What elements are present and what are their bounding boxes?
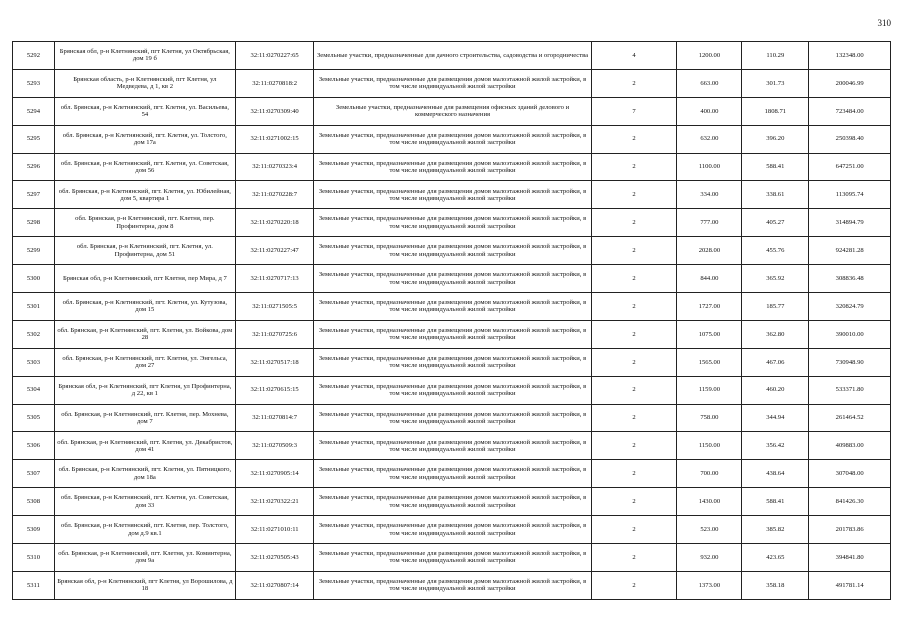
- cadastral-number-cell: 32:11:0270322:21: [235, 488, 313, 516]
- group-cell: 4: [591, 42, 677, 70]
- area-cell: 844.00: [677, 265, 742, 293]
- cadastral-number-cell: 32:11:0270228:7: [235, 181, 313, 209]
- row-number-cell: 5307: [13, 460, 55, 488]
- table-row: [13, 488, 891, 516]
- cadastral-number-cell: 32:11:0270505:43: [235, 544, 313, 572]
- area-cell: 334.00: [677, 181, 742, 209]
- table-row: [13, 516, 891, 544]
- group-cell: 2: [591, 544, 677, 572]
- area-cell: 1150.00: [677, 432, 742, 460]
- address-cell: обл. Брянская, р-н Клетнянский, пгт. Клетня, пер. Мохнева, дом 7: [54, 404, 235, 432]
- specific-value-cell: 455.76: [742, 237, 809, 265]
- table-row: [13, 209, 891, 237]
- row-number-cell: 5298: [13, 209, 55, 237]
- area-cell: 2028.00: [677, 237, 742, 265]
- land-use-cell: Земельные участки, предназначенные для размещения домов малоэтажной жилой застройки, в том числе индивидуальной жилой застройки: [314, 153, 591, 181]
- land-use-cell: Земельные участки, предназначенные для размещения домов малоэтажной жилой застройки, в том числе индивидуальной жилой застройки: [314, 544, 591, 572]
- specific-value-cell: 358.18: [742, 571, 809, 599]
- land-use-cell: Земельные участки, предназначенные для размещения домов малоэтажной жилой застройки, в том числе индивидуальной жилой застройки: [314, 69, 591, 97]
- specific-value-cell: 365.92: [742, 265, 809, 293]
- address-cell: обл. Брянская, р-н Клетнянский, пгт. Клетня, ул. Советская, дом 33: [54, 488, 235, 516]
- land-use-cell: Земельные участки, предназначенные для размещения домов малоэтажной жилой застройки, в том числе индивидуальной жилой застройки: [314, 237, 591, 265]
- specific-value-cell: 110.29: [742, 42, 809, 70]
- area-cell: 777.00: [677, 209, 742, 237]
- specific-value-cell: 588.41: [742, 488, 809, 516]
- table-row: [13, 544, 891, 572]
- address-cell: обл. Брянская, р-н Клетнянский, пгт. Клетня, ул. Пятницкого, дом 18а: [54, 460, 235, 488]
- specific-value-cell: 396.20: [742, 125, 809, 153]
- address-cell: обл. Брянская, р-н Клетнянский, пгт. Клетня, ул. Васильева, 54: [54, 97, 235, 125]
- area-cell: 663.00: [677, 69, 742, 97]
- group-cell: 2: [591, 153, 677, 181]
- group-cell: 2: [591, 320, 677, 348]
- row-number-cell: 5293: [13, 69, 55, 97]
- land-use-cell: Земельные участки, предназначенные для размещения офисных зданий делового и коммерческого назначения: [314, 97, 591, 125]
- cadastral-number-cell: 32:11:0271010:11: [235, 516, 313, 544]
- cadastral-number-cell: 32:11:0270807:14: [235, 571, 313, 599]
- table-row: [13, 153, 891, 181]
- address-cell: Брянская обл, р-н Клетнянский, пгт Клетня, ул Профинтерна, д 22, кв 1: [54, 376, 235, 404]
- specific-value-cell: 301.73: [742, 69, 809, 97]
- land-use-cell: Земельные участки, предназначенные для размещения домов малоэтажной жилой застройки, в том числе индивидуальной жилой застройки: [314, 488, 591, 516]
- cadastral-value-cell: 320824.79: [809, 293, 891, 321]
- table-row: [13, 97, 891, 125]
- land-use-cell: Земельные участки, предназначенные для размещения домов малоэтажной жилой застройки, в том числе индивидуальной жилой застройки: [314, 404, 591, 432]
- table-row: [13, 571, 891, 599]
- address-cell: обл. Брянская, р-н Клетнянский, пгт. Клетня, ул. Толстого, дом 17а: [54, 125, 235, 153]
- row-number-cell: 5304: [13, 376, 55, 404]
- cadastral-number-cell: 32:11:0270717:13: [235, 265, 313, 293]
- specific-value-cell: 344.94: [742, 404, 809, 432]
- table-row: [13, 293, 891, 321]
- row-number-cell: 5303: [13, 348, 55, 376]
- row-number-cell: 5302: [13, 320, 55, 348]
- specific-value-cell: 423.65: [742, 544, 809, 572]
- land-parcel-table: [12, 41, 891, 600]
- area-cell: 1075.00: [677, 320, 742, 348]
- row-number-cell: 5309: [13, 516, 55, 544]
- address-cell: обл. Брянская, р-н Клетнянский, пгт. Клетня, ул. Кутузова, дом 15: [54, 293, 235, 321]
- table-row: [13, 42, 891, 70]
- area-cell: 758.00: [677, 404, 742, 432]
- cadastral-value-cell: 200046.99: [809, 69, 891, 97]
- address-cell: обл. Брянская, р-н Клетнянский, пгт. Клетня, ул. Юбилейная, дом 5, квартира 1: [54, 181, 235, 209]
- table-row: [13, 376, 891, 404]
- cadastral-number-cell: 32:11:0271505:5: [235, 293, 313, 321]
- cadastral-value-cell: 723484.00: [809, 97, 891, 125]
- table-row: [13, 125, 891, 153]
- address-cell: Брянская область, р-н Клетнянский, пгт Клетня, ул Медведева, д 1, кв 2: [54, 69, 235, 97]
- group-cell: 2: [591, 181, 677, 209]
- area-cell: 1100.00: [677, 153, 742, 181]
- area-cell: 632.00: [677, 125, 742, 153]
- cadastral-value-cell: 533371.80: [809, 376, 891, 404]
- group-cell: 2: [591, 460, 677, 488]
- group-cell: 2: [591, 571, 677, 599]
- table-row: [13, 69, 891, 97]
- land-use-cell: Земельные участки, предназначенные для размещения домов малоэтажной жилой застройки, в том числе индивидуальной жилой застройки: [314, 125, 591, 153]
- specific-value-cell: 405.27: [742, 209, 809, 237]
- address-cell: обл. Брянская, р-н Клетнянский, пгт. Клетня, ул. Войкова, дом 28: [54, 320, 235, 348]
- land-use-cell: Земельные участки, предназначенные для размещения домов малоэтажной жилой застройки, в том числе индивидуальной жилой застройки: [314, 348, 591, 376]
- row-number-cell: 5292: [13, 42, 55, 70]
- cadastral-value-cell: 647251.00: [809, 153, 891, 181]
- area-cell: 1430.00: [677, 488, 742, 516]
- cadastral-value-cell: 132348.00: [809, 42, 891, 70]
- table-row: [13, 181, 891, 209]
- table-row: [13, 348, 891, 376]
- group-cell: 2: [591, 404, 677, 432]
- address-cell: обл. Брянская, р-н Клетнянский, пгт. Клетня, ул. Коминтерна, дом 9а: [54, 544, 235, 572]
- row-number-cell: 5296: [13, 153, 55, 181]
- group-cell: 2: [591, 265, 677, 293]
- group-cell: 2: [591, 432, 677, 460]
- cadastral-number-cell: 32:11:0270814:7: [235, 404, 313, 432]
- cadastral-number-cell: 32:11:0270725:6: [235, 320, 313, 348]
- table-row: [13, 237, 891, 265]
- row-number-cell: 5297: [13, 181, 55, 209]
- group-cell: 2: [591, 488, 677, 516]
- cadastral-value-cell: 261464.52: [809, 404, 891, 432]
- group-cell: 2: [591, 125, 677, 153]
- cadastral-value-cell: 491781.14: [809, 571, 891, 599]
- cadastral-value-cell: 201783.86: [809, 516, 891, 544]
- row-number-cell: 5294: [13, 97, 55, 125]
- row-number-cell: 5300: [13, 265, 55, 293]
- cadastral-number-cell: 32:11:0270220:18: [235, 209, 313, 237]
- area-cell: 523.00: [677, 516, 742, 544]
- row-number-cell: 5311: [13, 571, 55, 599]
- row-number-cell: 5310: [13, 544, 55, 572]
- land-use-cell: Земельные участки, предназначенные для размещения домов малоэтажной жилой застройки, в том числе индивидуальной жилой застройки: [314, 376, 591, 404]
- area-cell: 1200.00: [677, 42, 742, 70]
- cadastral-number-cell: 32:11:0270323:4: [235, 153, 313, 181]
- address-cell: Брянская обл, р-н Клетнянский, пгт Клетня, ул Ворошилова, д 18: [54, 571, 235, 599]
- row-number-cell: 5306: [13, 432, 55, 460]
- cadastral-value-cell: 841426.30: [809, 488, 891, 516]
- address-cell: обл. Брянская, р-н Клетнянский, пгт. Клетня, ул. Советская, дом 56: [54, 153, 235, 181]
- address-cell: Брянская обл, р-н Клетнянский, пгт Клетня, ул Октябрьская, дом 19 б: [54, 42, 235, 70]
- cadastral-value-cell: 113095.74: [809, 181, 891, 209]
- row-number-cell: 5301: [13, 293, 55, 321]
- table-row: [13, 432, 891, 460]
- area-cell: 700.00: [677, 460, 742, 488]
- land-use-cell: Земельные участки, предназначенные для размещения домов малоэтажной жилой застройки, в том числе индивидуальной жилой застройки: [314, 320, 591, 348]
- group-cell: 2: [591, 348, 677, 376]
- address-cell: обл. Брянская, р-н Клетнянский, пгт. Клетня, ул. Декабристов, дом 41: [54, 432, 235, 460]
- table-row: [13, 404, 891, 432]
- address-cell: Брянская обл, р-н Клетнянский, пгт Клетня, пер Мира, д 7: [54, 265, 235, 293]
- specific-value-cell: 467.06: [742, 348, 809, 376]
- table-row: [13, 265, 891, 293]
- cadastral-number-cell: 32:11:0270905:14: [235, 460, 313, 488]
- row-number-cell: 5308: [13, 488, 55, 516]
- cadastral-number-cell: 32:11:0270517:18: [235, 348, 313, 376]
- specific-value-cell: 460.20: [742, 376, 809, 404]
- cadastral-value-cell: 307048.00: [809, 460, 891, 488]
- cadastral-value-cell: 308836.48: [809, 265, 891, 293]
- area-cell: 400.00: [677, 97, 742, 125]
- area-cell: 1373.00: [677, 571, 742, 599]
- cadastral-number-cell: 32:11:0270309:40: [235, 97, 313, 125]
- cadastral-value-cell: 394841.80: [809, 544, 891, 572]
- table-row: [13, 460, 891, 488]
- specific-value-cell: 1808.71: [742, 97, 809, 125]
- cadastral-value-cell: 390010.00: [809, 320, 891, 348]
- specific-value-cell: 438.64: [742, 460, 809, 488]
- table-row: [13, 320, 891, 348]
- specific-value-cell: 356.42: [742, 432, 809, 460]
- row-number-cell: 5295: [13, 125, 55, 153]
- land-use-cell: Земельные участки, предназначенные для размещения домов малоэтажной жилой застройки, в том числе индивидуальной жилой застройки: [314, 209, 591, 237]
- area-cell: 1727.00: [677, 293, 742, 321]
- land-use-cell: Земельные участки, предназначенные для размещения домов малоэтажной жилой застройки, в том числе индивидуальной жилой застройки: [314, 516, 591, 544]
- area-cell: 932.00: [677, 544, 742, 572]
- cadastral-number-cell: 32:11:0270227:65: [235, 42, 313, 70]
- specific-value-cell: 338.61: [742, 181, 809, 209]
- specific-value-cell: 185.77: [742, 293, 809, 321]
- cadastral-number-cell: 32:11:0271002:15: [235, 125, 313, 153]
- group-cell: 7: [591, 97, 677, 125]
- cadastral-number-cell: 32:11:0270615:15: [235, 376, 313, 404]
- cadastral-number-cell: 32:11:0270227:47: [235, 237, 313, 265]
- table-body: [13, 42, 891, 600]
- row-number-cell: 5299: [13, 237, 55, 265]
- cadastral-number-cell: 32:11:0270818:2: [235, 69, 313, 97]
- group-cell: 2: [591, 69, 677, 97]
- cadastral-number-cell: 32:11:0270509:3: [235, 432, 313, 460]
- cadastral-value-cell: 924281.28: [809, 237, 891, 265]
- address-cell: обл. Брянская, р-н Клетнянский, пгт. Клетня, пер. Толстого, дом д.9 кв.1: [54, 516, 235, 544]
- land-use-cell: Земельные участки, предназначенные для размещения домов малоэтажной жилой застройки, в том числе индивидуальной жилой застройки: [314, 571, 591, 599]
- specific-value-cell: 588.41: [742, 153, 809, 181]
- group-cell: 2: [591, 209, 677, 237]
- address-cell: обл. Брянская, р-н Клетнянский, пгт. Клетня, ул. Энгельса, дом 27: [54, 348, 235, 376]
- cadastral-value-cell: 250398.40: [809, 125, 891, 153]
- cadastral-value-cell: 730948.90: [809, 348, 891, 376]
- address-cell: обл. Брянская, р-н Клетнянский, пгт. Клетня, ул. Профинтерна, дом 51: [54, 237, 235, 265]
- cadastral-value-cell: 314894.79: [809, 209, 891, 237]
- land-use-cell: Земельные участки, предназначенные для размещения домов малоэтажной жилой застройки, в том числе индивидуальной жилой застройки: [314, 293, 591, 321]
- row-number-cell: 5305: [13, 404, 55, 432]
- specific-value-cell: 385.82: [742, 516, 809, 544]
- group-cell: 2: [591, 376, 677, 404]
- page-number: 310: [877, 18, 891, 28]
- land-use-cell: Земельные участки, предназначенные для размещения домов малоэтажной жилой застройки, в том числе индивидуальной жилой застройки: [314, 181, 591, 209]
- group-cell: 2: [591, 293, 677, 321]
- land-use-cell: Земельные участки, предназначенные для размещения домов малоэтажной жилой застройки, в том числе индивидуальной жилой застройки: [314, 265, 591, 293]
- land-use-cell: Земельные участки, предназначенные для размещения домов малоэтажной жилой застройки, в том числе индивидуальной жилой застройки: [314, 432, 591, 460]
- land-use-cell: Земельные участки, предназначенные для размещения домов малоэтажной жилой застройки, в том числе индивидуальной жилой застройки: [314, 460, 591, 488]
- group-cell: 2: [591, 516, 677, 544]
- area-cell: 1565.00: [677, 348, 742, 376]
- address-cell: обл. Брянская, р-н Клетнянский, пгт. Клетня, пер. Профинтерна, дом 8: [54, 209, 235, 237]
- cadastral-value-cell: 409883.00: [809, 432, 891, 460]
- specific-value-cell: 362.80: [742, 320, 809, 348]
- area-cell: 1159.00: [677, 376, 742, 404]
- group-cell: 2: [591, 237, 677, 265]
- land-use-cell: Земельные участки, предназначенные для дачного строительства, садоводства и огородничества: [314, 42, 591, 70]
